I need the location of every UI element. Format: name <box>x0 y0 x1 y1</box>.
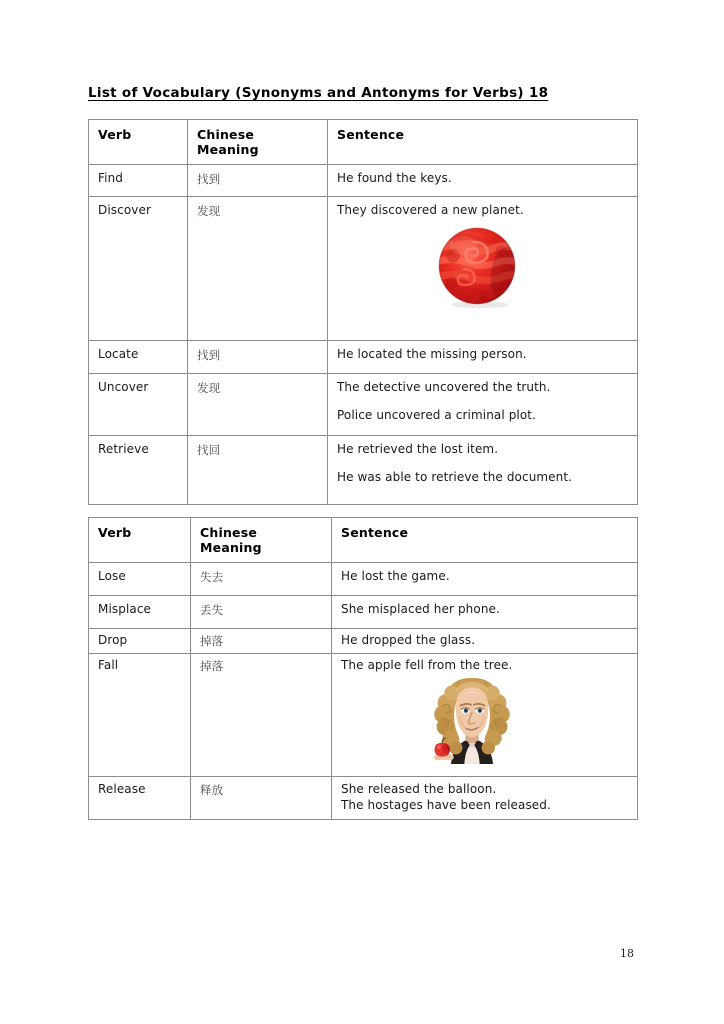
vocabulary-table-synonyms <box>88 119 638 505</box>
cell-sentence <box>332 563 638 596</box>
table-row <box>89 436 638 505</box>
cell-sentence <box>332 777 638 820</box>
sentence-line: Police uncovered a criminal plot. <box>337 408 537 422</box>
cell-verb: Discover <box>89 197 188 341</box>
sentence-line: He found the keys. <box>337 171 452 185</box>
cell-sentence <box>328 374 638 436</box>
cell-verb: Misplace <box>89 596 191 629</box>
cell-verb: Lose <box>89 563 191 596</box>
cell-chinese: 释放 <box>191 777 332 820</box>
red-planet-icon <box>434 223 520 309</box>
table-row <box>89 165 638 197</box>
sentence-line: The detective uncovered the truth. <box>337 380 551 394</box>
sentence-line: He lost the game. <box>341 569 450 583</box>
sentence-line: He was able to retrieve the document. <box>337 470 573 484</box>
cell-chinese: 发现 <box>188 197 328 341</box>
column-header-sentence: Sentence <box>328 120 638 165</box>
cell-chinese: 失去 <box>191 563 332 596</box>
cell-sentence <box>328 436 638 505</box>
cell-chinese: 找到 <box>188 165 328 197</box>
table-row <box>89 596 638 629</box>
table-row <box>89 629 638 654</box>
vocabulary-table-antonyms <box>88 517 638 820</box>
cell-chinese: 掉落 <box>191 629 332 654</box>
cell-chinese: 丢失 <box>191 596 332 629</box>
page-number: 18 <box>620 947 634 960</box>
table-row <box>89 197 638 341</box>
cell-verb: Uncover <box>89 374 188 436</box>
cell-verb: Fall <box>89 654 191 777</box>
cell-sentence <box>328 165 638 197</box>
sentence-line: The apple fell from the tree. <box>341 658 513 672</box>
cell-verb: Retrieve <box>89 436 188 505</box>
cell-sentence <box>332 654 638 777</box>
cell-sentence <box>328 197 638 341</box>
table-row <box>89 374 638 436</box>
table-row <box>89 654 638 777</box>
column-header-chinese-meaning: Chinese Meaning <box>188 120 328 165</box>
sentence-line: He located the missing person. <box>337 347 527 361</box>
sentence-line: He dropped the glass. <box>341 633 476 647</box>
cell-sentence <box>332 629 638 654</box>
page-title: List of Vocabulary (Synonyms and Antonyms for Verbs) 18 <box>88 85 549 101</box>
column-header-verb: Verb <box>89 518 191 563</box>
cell-chinese: 找回 <box>188 436 328 505</box>
cell-chinese: 发现 <box>188 374 328 436</box>
sentence-line: She misplaced her phone. <box>341 602 500 616</box>
table-header-row <box>89 120 638 165</box>
cell-chinese: 掉落 <box>191 654 332 777</box>
cell-verb: Drop <box>89 629 191 654</box>
sentence-line: She released the balloon. <box>341 782 497 796</box>
sentence-line: He retrieved the lost item. <box>337 442 499 456</box>
sentence-line: The hostages have been released. <box>341 798 551 812</box>
cell-verb: Find <box>89 165 188 197</box>
isaac-newton-apple-icon <box>424 674 520 764</box>
column-header-chinese-meaning: Chinese Meaning <box>191 518 332 563</box>
cell-sentence <box>332 596 638 629</box>
table-header-row <box>89 518 638 563</box>
cell-verb: Release <box>89 777 191 820</box>
sentence-line: They discovered a new planet. <box>337 203 524 217</box>
cell-verb: Locate <box>89 341 188 374</box>
table-row <box>89 341 638 374</box>
table-row <box>89 563 638 596</box>
cell-sentence <box>328 341 638 374</box>
column-header-verb: Verb <box>89 120 188 165</box>
column-header-sentence: Sentence <box>332 518 638 563</box>
table-row <box>89 777 638 820</box>
cell-chinese: 找到 <box>188 341 328 374</box>
